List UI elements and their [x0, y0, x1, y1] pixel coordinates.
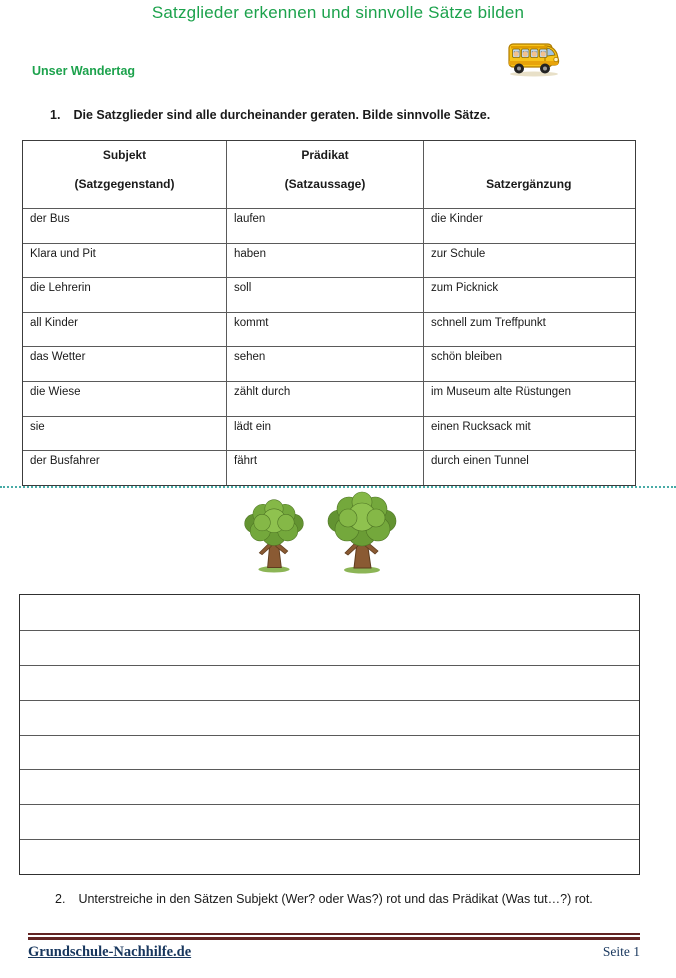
table-cell: soll	[227, 278, 424, 312]
instruction-1	[50, 108, 490, 122]
header-line	[424, 141, 634, 177]
table-row	[23, 416, 635, 451]
satzglieder-table	[22, 140, 636, 486]
table-cell: zum Picknick	[431, 282, 499, 295]
writing-line	[20, 630, 639, 665]
table-cell: die Lehrerin	[23, 278, 227, 312]
table-cell: schnell zum Treffpunkt	[431, 316, 546, 329]
instruction-2-number: 2.	[55, 892, 66, 906]
trees-clipart	[233, 490, 403, 574]
page-number: Seite 1	[602, 944, 640, 959]
writing-line	[20, 595, 639, 630]
header-line: (Satzgegenstand)	[74, 177, 175, 191]
writing-line	[20, 665, 639, 700]
table-cell: einen Rucksack mit	[431, 420, 531, 433]
table-cell: der Busfahrer	[23, 451, 227, 485]
table-cell: der Bus	[23, 209, 227, 243]
writing-line	[20, 804, 639, 839]
table-cell: die Wiese	[23, 382, 227, 416]
table-cell: die Kinder	[431, 213, 483, 225]
writing-line	[20, 769, 639, 804]
table-cell: das Wetter	[23, 347, 227, 381]
table-cell: im Museum alte Rüstungen	[431, 385, 571, 398]
header-line: (Satzaussage)	[284, 177, 366, 191]
table-cell: Klara und Pit	[23, 244, 227, 278]
table-cell: laufen	[227, 209, 424, 243]
table-row	[23, 208, 635, 243]
table-row	[23, 243, 635, 278]
table-row	[23, 381, 635, 416]
instruction-1-number: 1.	[50, 108, 61, 122]
table-header-row	[23, 141, 635, 208]
table-cell: zählt durch	[227, 382, 424, 416]
header-praedikat	[227, 141, 424, 208]
table-cell: durch einen Tunnel	[431, 455, 529, 468]
writing-line	[20, 839, 639, 874]
footer	[28, 944, 640, 961]
table-cell: fährt	[227, 451, 424, 485]
writing-line	[20, 735, 639, 770]
table-cell: schön bleiben	[431, 351, 502, 364]
instruction-2-text: Unterstreiche in den Sätzen Subjekt (Wer? oder Was?) rot und das Prädikat (Was tut…?) rot.	[78, 892, 593, 906]
worksheet-subtitle: Unser Wandertag	[32, 64, 136, 78]
header-satzergaenzung	[424, 141, 634, 208]
site-link[interactable]: Grundschule-Nachhilfe.de	[28, 944, 192, 960]
writing-area	[19, 594, 640, 875]
page-section-break-dotted-line	[0, 486, 676, 488]
header-line: Satzergänzung	[486, 177, 572, 191]
table-row	[23, 450, 635, 485]
tree-icon	[322, 490, 402, 574]
tree-icon	[237, 496, 311, 573]
instruction-2	[55, 892, 593, 906]
table-cell: haben	[227, 244, 424, 278]
footer-divider	[28, 933, 640, 940]
table-row	[23, 312, 635, 347]
table-cell: kommt	[227, 313, 424, 347]
table-cell: sehen	[227, 347, 424, 381]
table-cell: sie	[23, 417, 227, 451]
header-subjekt	[23, 141, 227, 208]
table-row	[23, 277, 635, 312]
table-cell: zur Schule	[431, 247, 486, 260]
header-line: Prädikat	[301, 148, 349, 162]
table-cell: all Kinder	[23, 313, 227, 347]
writing-line	[20, 700, 639, 735]
school-bus-icon	[507, 37, 561, 77]
table-row	[23, 346, 635, 381]
header-line: Subjekt	[102, 148, 147, 162]
satz-table-body	[23, 208, 635, 485]
instruction-1-text: Die Satzglieder sind alle durcheinander geraten. Bilde sinnvolle Sätze.	[73, 108, 491, 122]
page-title: Satzglieder erkennen und sinnvolle Sätze bilden	[151, 3, 525, 22]
school-bus-clipart	[507, 37, 561, 77]
table-cell: lädt ein	[227, 417, 424, 451]
